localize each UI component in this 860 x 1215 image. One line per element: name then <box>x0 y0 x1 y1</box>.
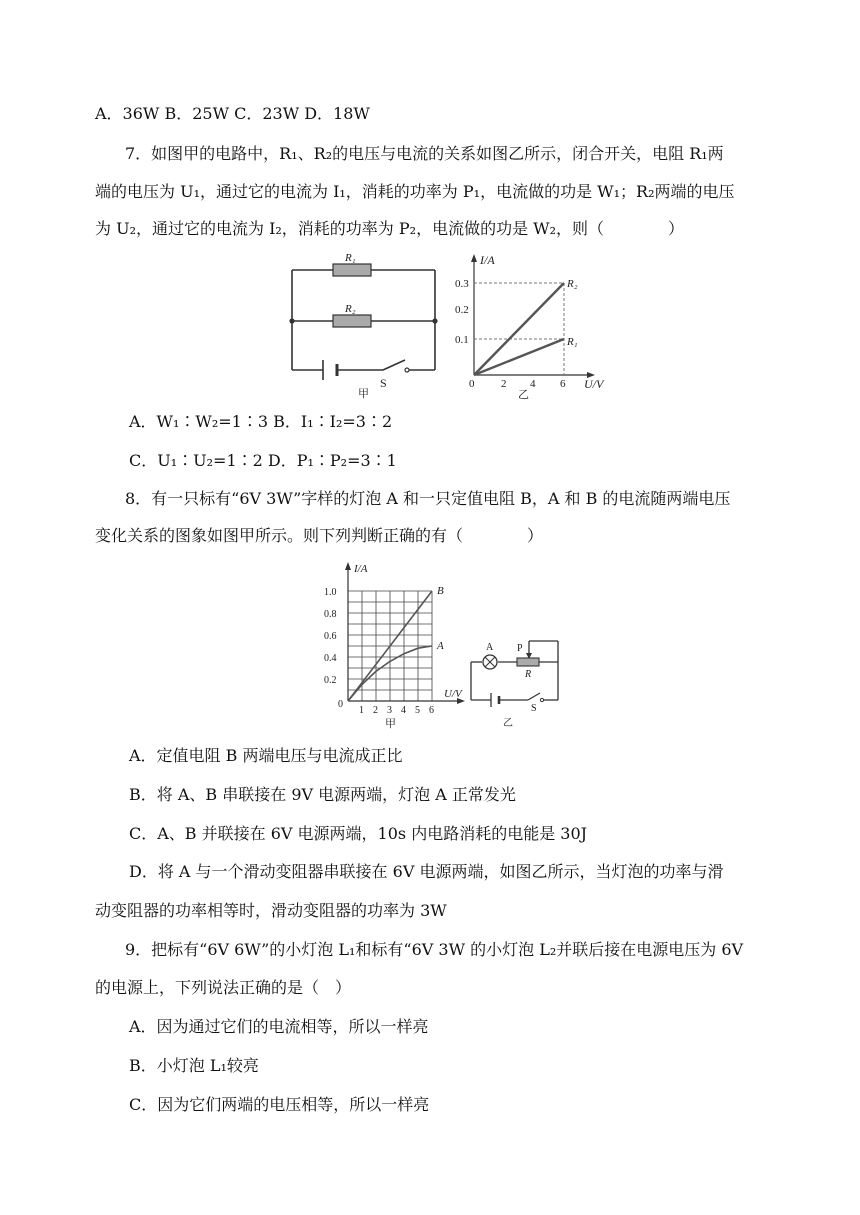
q8-option-d-line1: D．将 A 与一个滑动变阻器串联接在 6V 电源两端，如图乙所示，当灯泡的功率与滑 <box>129 862 724 881</box>
q8-option-b: B．将 A、B 串联接在 9V 电源两端，灯泡 A 正常发光 <box>129 785 516 804</box>
q8-option-c: C．A、B 并联接在 6V 电源两端，10s 内电路消耗的电能是 30J <box>129 824 588 843</box>
q9-option-a: A．因为通过它们的电流相等，所以一样亮 <box>129 1017 429 1036</box>
q8-circuit-diagram <box>468 635 568 731</box>
curve-b-label: B <box>437 585 444 597</box>
q8-option-a: A．定值电阻 B 两端电压与电流成正比 <box>129 746 403 765</box>
q7-stem-line1: 7．如图甲的电路中，R₁、R₂的电压与电流的关系如图乙所示，闭合开关，电阻 R₁两 <box>125 144 724 163</box>
graph-caption: 乙 <box>518 389 529 401</box>
r2-line <box>474 283 564 375</box>
switch-label: S <box>531 703 537 714</box>
q7-iu-graph <box>452 250 622 402</box>
q9-option-b: B．小灯泡 L₁较亮 <box>129 1056 259 1075</box>
q8-iu-graph <box>320 558 470 732</box>
x-axis-label: U/V <box>584 377 604 391</box>
lamp-label: A <box>486 642 494 653</box>
circuit-caption: 甲 <box>358 388 369 400</box>
y-tick-0-2: 0.2 <box>324 675 337 686</box>
origin-label: 0 <box>469 378 475 390</box>
q7-stem-line2: 端的电压为 U₁，通过它的电流为 I₁，消耗的功率为 P₁，电流做的功是 W₁；R₂两端的电压 <box>95 182 735 201</box>
y-tick-0-4: 0.4 <box>324 653 337 664</box>
y-tick-0-2: 0.2 <box>455 304 469 316</box>
q7-stem-line3: 为 U₂，通过它的电流为 I₂，消耗的功率为 P₂，电流做的功是 W₂，则（ ） <box>95 219 685 238</box>
q7-options-cd: C．U₁∶U₂=1∶2 D．P₁∶P₂=3∶1 <box>129 451 397 470</box>
q8-option-d-line2: 动变阻器的功率相等时，滑动变阻器的功率为 3W <box>95 901 447 920</box>
switch-label: S <box>380 376 387 390</box>
x-tick-6: 6 <box>560 378 566 390</box>
rheostat-label: R <box>525 669 532 680</box>
y-axis-label: I/A <box>480 253 495 267</box>
curve-a-label: A <box>437 640 444 652</box>
origin-label: 0 <box>338 699 343 710</box>
q7-circuit-diagram <box>285 250 445 402</box>
r1-line <box>474 339 564 375</box>
switch-contact <box>405 368 409 372</box>
r1-label: R₁ <box>345 252 356 264</box>
r2-resistor <box>333 315 371 327</box>
switch-contact <box>540 698 543 701</box>
r1-line-label: R₁ <box>567 336 578 348</box>
junction-right <box>432 318 437 323</box>
y-tick-0-8: 0.8 <box>324 609 337 620</box>
x-tick-3: 3 <box>387 705 392 716</box>
x-tick-4: 4 <box>530 378 536 390</box>
q8-stem-line2: 变化关系的图象如图甲所示。则下列判断正确的有（ ） <box>95 526 544 545</box>
y-tick-1-0: 1.0 <box>324 587 337 598</box>
x-tick-5: 5 <box>415 705 420 716</box>
x-tick-2: 2 <box>501 378 507 390</box>
r2-label: R₂ <box>345 303 356 315</box>
y-axis-label: I/A <box>354 563 368 575</box>
q6-options: A．36W B．25W C．23W D．18W <box>95 104 370 123</box>
q9-option-c: C．因为它们两端的电压相等，所以一样亮 <box>129 1095 430 1114</box>
q8-stem-line1: 8．有一只标有“6V 3W”字样的灯泡 A 和一只定值电阻 B，A 和 B 的电流随两端电压 <box>125 489 731 508</box>
y-tick-0-3: 0.3 <box>455 278 469 290</box>
junction-left <box>289 318 294 323</box>
x-tick-2: 2 <box>373 705 378 716</box>
x-axis-label: U/V <box>444 688 462 700</box>
x-tick-4: 4 <box>401 705 406 716</box>
x-tick-6: 6 <box>429 705 434 716</box>
slider-label: P <box>517 643 523 654</box>
graph-caption: 甲 <box>385 718 396 730</box>
q9-stem-line1: 9．把标有“6V 6W”的小灯泡 L₁和标有“6V 3W 的小灯泡 L₂并联后接在电源电压为 6V <box>125 940 744 959</box>
rheostat-icon <box>517 658 539 666</box>
r2-line-label: R₂ <box>567 278 578 290</box>
q9-stem-line2: 的电源上，下列说法正确的是（ ） <box>95 978 352 997</box>
circuit-caption: 乙 <box>503 718 513 729</box>
x-tick-1: 1 <box>359 705 364 716</box>
y-tick-0-6: 0.6 <box>324 631 337 642</box>
q7-options-ab: A．W₁∶W₂=1∶3 B．I₁∶I₂=3∶2 <box>129 412 393 431</box>
r1-resistor <box>333 264 371 276</box>
y-tick-0-1: 0.1 <box>455 334 469 346</box>
